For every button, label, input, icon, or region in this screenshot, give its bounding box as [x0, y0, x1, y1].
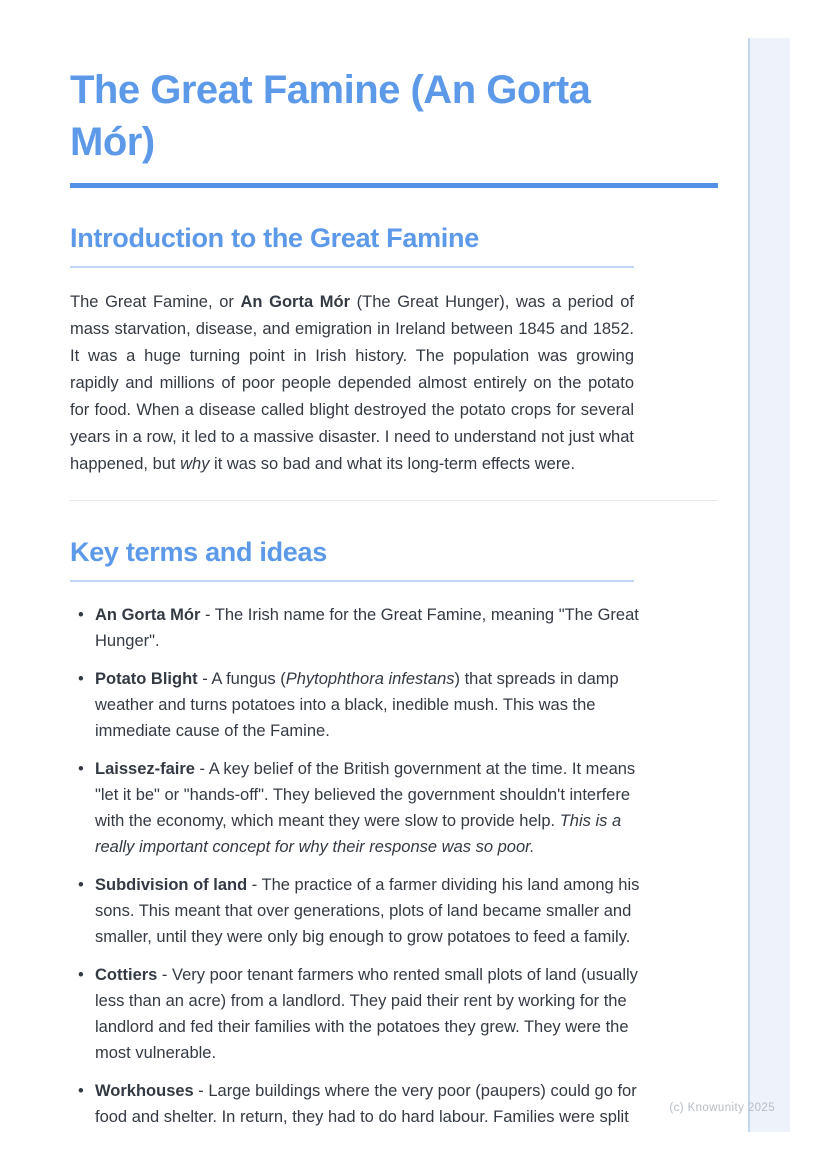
bold-text: An Gorta Mór	[240, 293, 351, 311]
title-rule	[70, 183, 718, 188]
italic-text: Phytophthora infestans	[285, 670, 455, 688]
text-run: - Very poor tenant farmers who rented small plots of land (usually less than an acre) from a landlord. They paid their rent by working for the landlord and fed their families with the potatoes they grew. They were the most vulnerable.	[95, 966, 638, 1062]
bullet-marker: •	[78, 1082, 84, 1100]
key-term-text	[95, 962, 642, 1066]
bullet-marker: •	[78, 670, 84, 688]
key-term-text	[95, 1078, 642, 1130]
key-term-item	[70, 756, 642, 860]
key-term-item	[70, 602, 642, 654]
copyright-footer: (c) Knowunity 2025	[669, 1102, 775, 1114]
section-introduction	[70, 221, 718, 478]
text-run: - A key belief of the British government at the time. It means "let it be" or "hands-off". They believed the government shouldn't interfere with the economy, which meant they were slow to provide help.	[95, 760, 636, 830]
key-term-text	[95, 666, 642, 744]
bullet-marker: •	[78, 760, 84, 778]
page-title-line-1: The Great Famine (An Gorta	[70, 68, 591, 112]
key-term-item	[70, 962, 642, 1066]
bullet-marker: •	[78, 876, 84, 894]
text-run: - The Irish name for the Great Famine, meaning "The Great Hunger".	[95, 606, 639, 650]
key-term-label: Workhouses	[95, 1082, 194, 1100]
bullet-marker: •	[78, 606, 84, 624]
right-accent-bar	[748, 38, 790, 1132]
key-term-text	[95, 602, 642, 654]
key-term-text	[95, 756, 642, 860]
section-heading-introduction: Introduction to the Great Famine	[70, 221, 634, 268]
section-heading-key-terms: Key terms and ideas	[70, 535, 634, 582]
key-term-item	[70, 666, 642, 744]
key-term-text	[95, 872, 642, 950]
bullet-marker: •	[78, 966, 84, 984]
key-term-label: Subdivision of land	[95, 876, 248, 894]
document-content	[70, 0, 718, 1130]
key-term-item	[70, 872, 642, 950]
key-term-label: An Gorta Mór	[95, 606, 201, 624]
text-run: - The practice of a farmer dividing his land among his sons. This meant that over generations, plots of land became smaller and smaller, until they were only big enough to grow potatoes to feed a family.	[95, 876, 640, 946]
page-title	[70, 0, 718, 168]
italic-text: This is a really important concept for why their response was so poor.	[95, 812, 622, 856]
key-term-label: Potato Blight	[95, 670, 198, 688]
intro-paragraph	[70, 289, 634, 478]
text-run: (The Great Hunger), was a period of mass starvation, disease, and emigration in Ireland between 1845 and 1852. It was a huge turning point in Irish history. The population was growing rapidly and millions of poor people depended almost entirely on the potato for food. When a disease called blight destroyed the potato crops for several years in a row, it led to a massive disaster. I need to understand not just what happened, but	[70, 293, 634, 473]
text-run: ) that spreads in damp weather and turns potatoes into a black, inedible mush. This was the immediate cause of the Famine.	[95, 670, 619, 740]
key-term-item	[70, 1078, 642, 1130]
section-divider	[70, 500, 718, 501]
key-terms-list	[70, 602, 642, 1130]
page-title-line-2: Mór)	[70, 120, 155, 164]
text-run: - A fungus (	[197, 670, 286, 688]
text-run: - Large buildings where the very poor (paupers) could go for food and shelter. In return, they had to do hard labour. Families were split	[95, 1082, 637, 1126]
key-term-label: Cottiers	[95, 966, 158, 984]
italic-text: why	[180, 455, 210, 473]
text-run: it was so bad and what its long-term effects were.	[209, 455, 576, 473]
key-term-label: Laissez-faire	[95, 760, 195, 778]
text-run: The Great Famine, or	[70, 293, 241, 311]
section-key-terms	[70, 535, 718, 1130]
